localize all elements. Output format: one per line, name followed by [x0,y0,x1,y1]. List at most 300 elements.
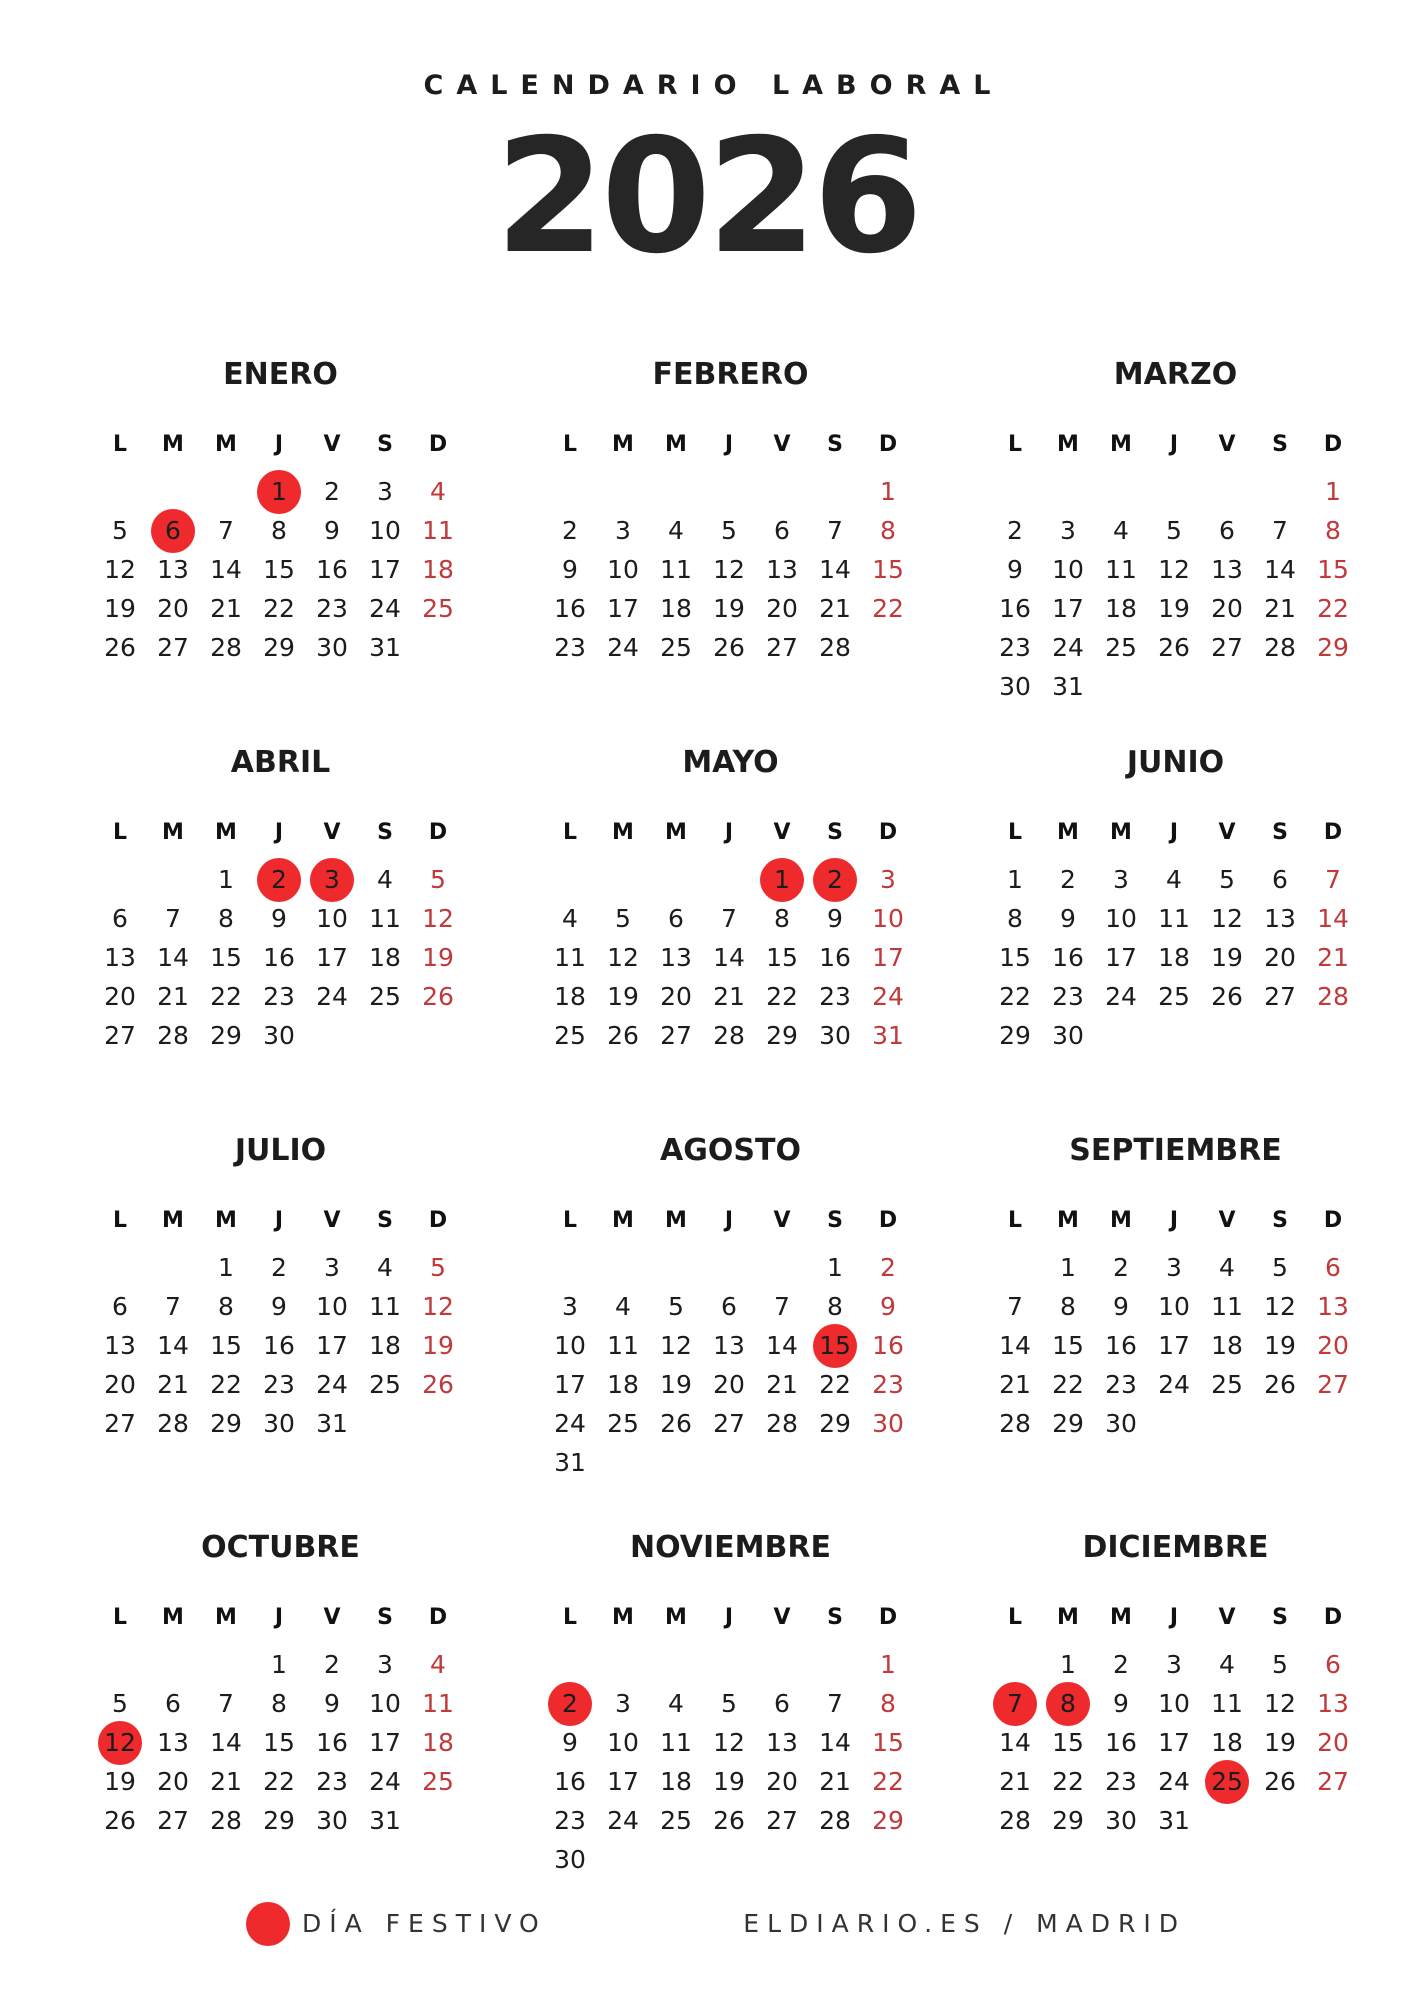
calendar-day: 11 [369,1292,401,1321]
calendar-day: 1 [218,865,234,894]
calendar-day: 22 [999,982,1031,1011]
weekday-label: V [773,1208,791,1233]
weekday-label: D [428,820,448,845]
weekday-label: J [1169,432,1179,457]
calendar-day: 16 [819,943,851,972]
calendar-day: 24 [554,1409,586,1438]
calendar-day: 7 [774,1292,790,1321]
calendar-day: 16 [554,594,586,623]
calendar-day: 12 [607,943,639,972]
calendar-day: 28 [1317,982,1349,1011]
calendar-day: 15 [263,1728,295,1757]
calendar-day: 15 [1317,555,1349,584]
month-title-diciembre: DICIEMBRE [1082,1530,1269,1565]
weekday-label: L [1007,1208,1023,1233]
calendar-day: 28 [210,1806,242,1835]
calendar-day: 29 [1317,633,1349,662]
calendar-day: 14 [999,1728,1031,1757]
month-title-febrero: FEBRERO [652,357,809,392]
calendar-day: 20 [713,1370,745,1399]
calendar-day: 30 [999,672,1031,701]
weekday-label: S [377,1208,393,1233]
calendar-day: 18 [1158,943,1190,972]
calendar-day: 4 [1219,1650,1235,1679]
calendar-day: 16 [263,943,295,972]
calendar-day: 8 [218,1292,234,1321]
calendar-day: 25 [660,1806,692,1835]
calendar-day: 15 [210,943,242,972]
calendar-day: 5 [721,1689,737,1718]
weekday-label: M [1110,1605,1132,1630]
calendar-day: 16 [1052,943,1084,972]
header-subtitle: CALENDARIO LABORAL [423,70,1004,101]
calendar-day: 16 [316,1728,348,1757]
weekday-label: M [1110,432,1132,457]
calendar-day: 1 [218,1253,234,1282]
calendar-day: 9 [880,1292,896,1321]
weekday-label: J [274,1605,284,1630]
calendar-day: 8 [218,904,234,933]
calendar-day: 31 [554,1448,586,1477]
weekday-label: M [1057,1605,1079,1630]
calendar-day: 28 [157,1409,189,1438]
calendar-day: 10 [316,904,348,933]
calendar-day: 19 [1264,1331,1296,1360]
calendar-day: 18 [554,982,586,1011]
weekday-label: L [562,820,578,845]
calendar-day: 12 [660,1331,692,1360]
calendar-day: 23 [999,633,1031,662]
weekday-label: S [377,432,393,457]
holiday-legend-dot [246,1902,290,1946]
calendar-day: 7 [721,904,737,933]
calendar-day: 24 [607,1806,639,1835]
calendar-day: 25 [1105,633,1137,662]
calendar-day: 24 [872,982,904,1011]
calendar-day: 6 [112,1292,128,1321]
weekday-label: M [162,820,184,845]
calendar-day: 22 [263,594,295,623]
calendar-day: 30 [263,1409,295,1438]
calendar-day: 19 [713,594,745,623]
holiday-day: 8 [1043,1684,1093,1724]
header-year: 2026 [495,105,919,289]
calendar-day: 6 [112,904,128,933]
calendar-day: 3 [377,1650,393,1679]
calendar-day: 2 [324,1650,340,1679]
calendar-day: 18 [369,1331,401,1360]
calendar-day: 13 [157,1728,189,1757]
calendar-day: 31 [1052,672,1084,701]
calendar-day: 28 [819,1806,851,1835]
calendar-day: 21 [1264,594,1296,623]
calendar-day: 27 [766,633,798,662]
calendar-day: 23 [554,1806,586,1835]
calendar-day: 13 [1317,1292,1349,1321]
calendar-day: 19 [422,943,454,972]
calendar-day: 27 [1317,1767,1349,1796]
weekday-label: J [724,820,734,845]
calendar-day: 31 [316,1409,348,1438]
calendar-day: 3 [1113,865,1129,894]
calendar-day: 15 [263,555,295,584]
calendar-day: 4 [615,1292,631,1321]
calendar-day: 13 [766,555,798,584]
calendar-day: 10 [607,1728,639,1757]
calendar-day: 26 [1264,1370,1296,1399]
calendar-day: 12 [713,1728,745,1757]
weekday-label: V [323,820,341,845]
calendar-day: 8 [1325,516,1341,545]
calendar-day: 21 [999,1370,1031,1399]
calendar-day: 11 [422,1689,454,1718]
calendar-day: 7 [1325,865,1341,894]
calendar-day: 25 [369,1370,401,1399]
calendar-day: 27 [104,1021,136,1050]
calendar-day: 15 [210,1331,242,1360]
weekday-label: L [112,1208,128,1233]
calendar-day: 11 [1211,1689,1243,1718]
calendar-day: 30 [263,1021,295,1050]
calendar-day: 12 [422,904,454,933]
calendar-day: 17 [369,1728,401,1757]
calendar-day: 12 [422,1292,454,1321]
calendar-day: 15 [766,943,798,972]
calendar-day: 11 [660,1728,692,1757]
calendar-day: 19 [607,982,639,1011]
calendar-day: 24 [1158,1767,1190,1796]
weekday-label: J [1169,1208,1179,1233]
calendar-day: 4 [430,1650,446,1679]
calendar-day: 23 [1052,982,1084,1011]
calendar-day: 11 [1105,555,1137,584]
calendar-day: 28 [1264,633,1296,662]
calendar-day: 3 [615,1689,631,1718]
calendar-day: 24 [369,594,401,623]
calendar-day: 21 [766,1370,798,1399]
calendar-day: 1 [1060,1253,1076,1282]
calendar-day: 9 [1113,1292,1129,1321]
month-title-junio: JUNIO [1126,745,1225,780]
calendar-day: 26 [422,982,454,1011]
calendar-day: 17 [607,594,639,623]
calendar-day: 25 [660,633,692,662]
calendar-day: 8 [880,516,896,545]
calendar-day: 20 [660,982,692,1011]
weekday-label: L [562,1208,578,1233]
weekday-label: J [274,820,284,845]
weekday-label: V [1218,1605,1236,1630]
weekday-label: J [1169,820,1179,845]
calendar-day: 5 [1219,865,1235,894]
calendar-day: 26 [660,1409,692,1438]
calendar-day: 28 [210,633,242,662]
calendar-day: 9 [562,1728,578,1757]
weekday-label: S [1272,432,1288,457]
calendar-day: 18 [660,594,692,623]
calendar-day: 29 [999,1021,1031,1050]
calendar-day: 26 [713,1806,745,1835]
calendar-day: 25 [422,1767,454,1796]
calendar-day: 19 [422,1331,454,1360]
calendar-day: 23 [316,1767,348,1796]
weekday-label: L [112,432,128,457]
calendar-day: 30 [1052,1021,1084,1050]
weekday-label: M [215,820,237,845]
calendar-day: 14 [210,1728,242,1757]
calendar-day: 6 [668,904,684,933]
calendar-day: 6 [721,1292,737,1321]
weekday-label: M [162,1208,184,1233]
calendar-day: 22 [872,594,904,623]
month-title-noviembre: NOVIEMBRE [630,1530,831,1565]
calendar-day: 14 [1264,555,1296,584]
calendar-day: 2 [1113,1650,1129,1679]
calendar-day: 4 [1219,1253,1235,1282]
source-label: ELDIARIO.ES / MADRID [743,1909,1186,1938]
weekday-label: V [323,1208,341,1233]
calendar-day: 27 [157,633,189,662]
calendar-day: 10 [369,1689,401,1718]
calendar-day: 17 [607,1767,639,1796]
weekday-label: J [724,1208,734,1233]
calendar-day: 2 [271,1253,287,1282]
calendar-day: 1 [1007,865,1023,894]
calendar-day: 31 [1158,1806,1190,1835]
calendar-day: 28 [766,1409,798,1438]
calendar-day: 11 [554,943,586,972]
calendar-day: 20 [104,1370,136,1399]
weekday-label: S [1272,1208,1288,1233]
calendar-day: 19 [1211,943,1243,972]
calendar-day: 9 [271,1292,287,1321]
calendar-day: 12 [1264,1689,1296,1718]
calendar-day: 18 [1211,1331,1243,1360]
calendar-day: 21 [1317,943,1349,972]
calendar-day: 22 [872,1767,904,1796]
calendar-day: 6 [1325,1650,1341,1679]
calendar-day: 23 [263,982,295,1011]
calendar-day: 12 [1158,555,1190,584]
calendar-day: 17 [1052,594,1084,623]
calendar-day: 3 [1166,1253,1182,1282]
calendar-day: 29 [872,1806,904,1835]
calendar-day: 13 [104,943,136,972]
calendar-day: 5 [1166,516,1182,545]
calendar-day: 3 [615,516,631,545]
weekday-label: J [724,1605,734,1630]
calendar-day: 26 [104,1806,136,1835]
calendar-day: 4 [668,516,684,545]
calendar-day: 17 [1105,943,1137,972]
holiday-legend-label: DÍA FESTIVO [302,1909,547,1938]
calendar-day: 25 [1211,1370,1243,1399]
calendar-day: 10 [554,1331,586,1360]
month-title-marzo: MARZO [1113,357,1238,392]
calendar-day: 5 [1272,1253,1288,1282]
weekday-label: D [878,820,898,845]
calendar-day: 7 [827,1689,843,1718]
calendar-day: 23 [1105,1370,1137,1399]
weekday-label: V [1218,432,1236,457]
weekday-label: D [1323,1605,1343,1630]
calendar-day: 26 [104,633,136,662]
weekday-label: M [665,1605,687,1630]
calendar-day: 20 [766,594,798,623]
calendar-day: 31 [872,1021,904,1050]
calendar-day: 7 [1007,1292,1023,1321]
calendar-day: 18 [660,1767,692,1796]
calendar-day: 2 [1007,516,1023,545]
calendar-day: 24 [316,982,348,1011]
calendar-day: 9 [324,516,340,545]
calendar-day: 29 [263,633,295,662]
calendar-day: 10 [316,1292,348,1321]
holiday-day: 2 [810,860,860,900]
calendar-day: 16 [316,555,348,584]
calendar-day: 14 [157,943,189,972]
calendar-day: 7 [218,1689,234,1718]
calendar-day: 31 [369,633,401,662]
calendar-day: 27 [660,1021,692,1050]
weekday-label: D [878,1605,898,1630]
calendar-day: 11 [1158,904,1190,933]
calendar-day: 29 [210,1021,242,1050]
calendar-day: 7 [1272,516,1288,545]
calendar-day: 20 [1211,594,1243,623]
calendar-day: 16 [1105,1331,1137,1360]
weekday-label: S [827,820,843,845]
calendar-day: 26 [713,633,745,662]
month-title-mayo: MAYO [682,745,779,780]
calendar-day: 3 [562,1292,578,1321]
calendar-day: 27 [1317,1370,1349,1399]
calendar-day: 28 [157,1021,189,1050]
calendar-day: 9 [1060,904,1076,933]
calendar-day: 18 [1211,1728,1243,1757]
calendar-day: 11 [660,555,692,584]
calendar-day: 25 [422,594,454,623]
calendar-day: 1 [827,1253,843,1282]
calendar-day: 10 [607,555,639,584]
weekday-label: S [377,820,393,845]
calendar-day: 7 [165,1292,181,1321]
calendar-day: 29 [1052,1806,1084,1835]
holiday-day: 12 [95,1723,145,1763]
calendar-day: 10 [1158,1689,1190,1718]
calendar-day: 6 [774,1689,790,1718]
calendar-day: 30 [554,1845,586,1874]
calendar-day: 5 [430,1253,446,1282]
month-title-enero: ENERO [223,357,338,392]
weekday-label: M [612,1605,634,1630]
weekday-label: M [215,432,237,457]
calendar-day: 29 [210,1409,242,1438]
calendar-day: 15 [872,555,904,584]
calendar-day: 19 [104,594,136,623]
calendar-day: 18 [422,1728,454,1757]
weekday-label: V [773,1605,791,1630]
calendar-day: 6 [1325,1253,1341,1282]
calendar-day: 4 [377,1253,393,1282]
calendar-day: 12 [1264,1292,1296,1321]
calendar-day: 6 [1272,865,1288,894]
calendar-day: 5 [1272,1650,1288,1679]
calendar-day: 26 [1264,1767,1296,1796]
calendar-day: 22 [1052,1370,1084,1399]
calendar-day: 10 [1158,1292,1190,1321]
calendar-day: 16 [554,1767,586,1796]
calendar-day: 22 [210,982,242,1011]
weekday-label: M [162,1605,184,1630]
calendar-day: 13 [1264,904,1296,933]
calendar-day: 29 [1052,1409,1084,1438]
calendar-day: 13 [713,1331,745,1360]
calendar-day: 10 [1105,904,1137,933]
calendar-day: 1 [271,1650,287,1679]
calendar-day: 30 [819,1021,851,1050]
calendar-day: 9 [827,904,843,933]
calendar-day: 12 [1211,904,1243,933]
weekday-label: V [323,432,341,457]
calendar-day: 15 [999,943,1031,972]
calendar-day: 21 [819,1767,851,1796]
calendar-day: 13 [766,1728,798,1757]
calendar-day: 27 [1211,633,1243,662]
calendar-day: 20 [104,982,136,1011]
weekday-label: M [1057,432,1079,457]
weekday-label: M [215,1605,237,1630]
holiday-day: 25 [1202,1762,1252,1802]
weekday-label: V [773,432,791,457]
calendar-day: 25 [607,1409,639,1438]
calendar-day: 20 [1317,1331,1349,1360]
calendar-day: 22 [1317,594,1349,623]
weekday-label: D [428,1605,448,1630]
weekday-label: D [428,432,448,457]
calendar-day: 4 [668,1689,684,1718]
calendar-day: 30 [1105,1409,1137,1438]
calendar-day: 14 [1317,904,1349,933]
calendar-day: 12 [713,555,745,584]
calendar-day: 14 [766,1331,798,1360]
calendar-day: 23 [263,1370,295,1399]
calendar-day: 7 [827,516,843,545]
weekday-label: L [562,432,578,457]
calendar-day: 18 [607,1370,639,1399]
calendar-day: 5 [668,1292,684,1321]
calendar-day: 2 [1113,1253,1129,1282]
calendar-day: 26 [1158,633,1190,662]
calendar-day: 13 [157,555,189,584]
weekday-label: M [1057,1208,1079,1233]
calendar-day: 9 [562,555,578,584]
weekday-label: L [1007,432,1023,457]
calendar-day: 2 [1060,865,1076,894]
calendar-day: 20 [157,594,189,623]
calendar-day: 4 [377,865,393,894]
calendar-day: 15 [1052,1728,1084,1757]
weekday-label: M [1110,1208,1132,1233]
weekday-label: L [112,1605,128,1630]
weekday-label: L [1007,1605,1023,1630]
calendar-day: 26 [607,1021,639,1050]
calendar-day: 7 [165,904,181,933]
weekday-label: V [1218,820,1236,845]
calendar-day: 30 [316,1806,348,1835]
calendar-day: 24 [369,1767,401,1796]
calendar-day: 14 [157,1331,189,1360]
